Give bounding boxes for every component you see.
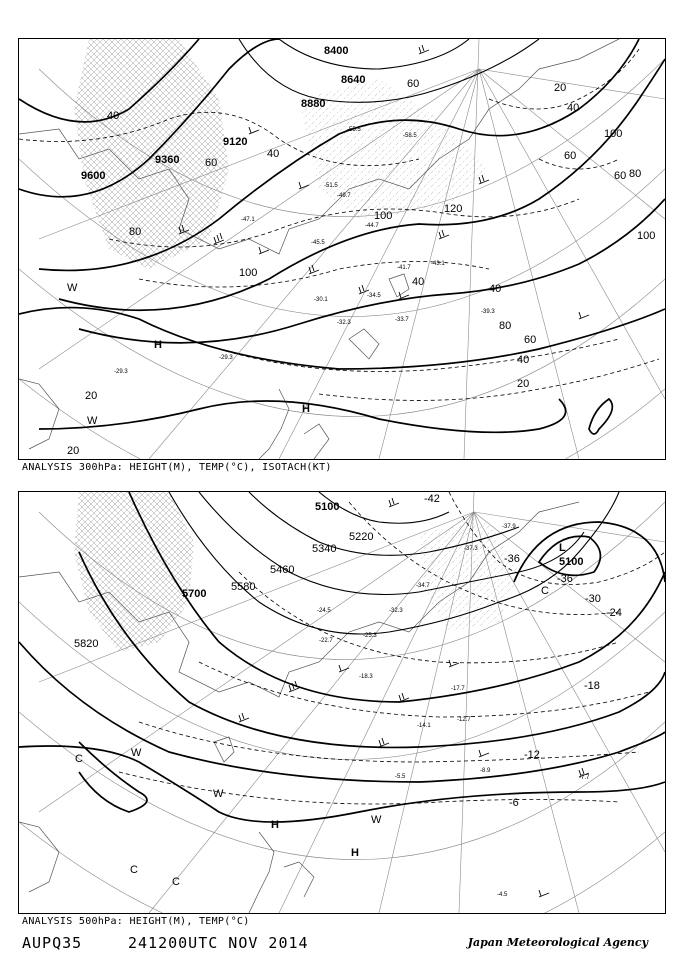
temp-reading: -17.7 xyxy=(451,686,465,692)
isotherm-label: -6 xyxy=(509,797,519,809)
isotach-label: 60 xyxy=(614,170,627,182)
isotach-label: 40 xyxy=(267,148,280,160)
height-label: 5820 xyxy=(74,638,99,650)
temp-reading: -43.1 xyxy=(431,261,445,267)
isotach-label: 120 xyxy=(444,203,463,215)
cold-center-marker: C xyxy=(130,864,138,876)
temp-reading: -29.3 xyxy=(114,369,128,375)
isotherm-label: -30 xyxy=(585,593,601,605)
temp-reading: -55.5 xyxy=(347,127,361,133)
chart-identifier: AUPQ35 xyxy=(22,934,83,952)
temp-reading: -14.1 xyxy=(417,723,431,729)
isotach-label: 20 xyxy=(85,390,98,402)
isotherm-label: -42 xyxy=(424,493,440,505)
warm-center-marker: W xyxy=(131,747,142,759)
isotach-label: 100 xyxy=(374,210,393,222)
isotach-label: 20 xyxy=(67,445,80,457)
valid-time: 241200UTC NOV 2014 xyxy=(128,934,309,952)
temp-reading: -7.7 xyxy=(579,775,590,781)
temp-reading: -47.1 xyxy=(241,217,255,223)
isotherm-label: -36 xyxy=(504,553,520,565)
isotach-label: 40 xyxy=(489,283,502,295)
temp-reading: -24.5 xyxy=(317,608,331,614)
temp-reading: -18.3 xyxy=(359,674,373,680)
temp-reading: -49.7 xyxy=(337,193,351,199)
warm-center-marker: W xyxy=(371,814,382,826)
isotach-label: 100 xyxy=(637,230,656,242)
isotach-label: 40 xyxy=(412,276,425,288)
isotherm-label: -12 xyxy=(524,749,540,761)
isotach-label: 80 xyxy=(629,168,642,180)
high-center-marker: H xyxy=(351,847,359,859)
height-label: 5580 xyxy=(231,581,256,593)
isotach-label: 80 xyxy=(129,226,142,238)
upper-map-300hpa xyxy=(18,38,666,460)
height-label: 8640 xyxy=(341,74,366,86)
upper-panel-caption: ANALYSIS 300hPa: HEIGHT(M), TEMP(°C), ISOTACH(KT) xyxy=(22,462,332,473)
height-label: 8880 xyxy=(301,98,326,110)
temp-reading: -29.3 xyxy=(219,355,233,361)
cold-center-marker: C xyxy=(541,585,549,597)
temp-reading: -30.1 xyxy=(314,297,328,303)
isotach-label: 40 xyxy=(107,110,120,122)
isotherm-label: -24 xyxy=(606,607,622,619)
isotach-label: 100 xyxy=(604,128,623,140)
height-label: 5460 xyxy=(270,564,295,576)
high-center-marker: H xyxy=(302,403,310,415)
high-center-marker: H xyxy=(271,819,279,831)
temp-reading: -22.7 xyxy=(319,638,333,644)
isotach-label: 20 xyxy=(554,82,567,94)
temp-reading: -34.7 xyxy=(416,583,430,589)
isotach-label: 60 xyxy=(524,334,537,346)
height-label: 9120 xyxy=(223,136,248,148)
high-center-marker: H xyxy=(154,339,162,351)
isotherm-label: -18 xyxy=(584,680,600,692)
warm-center-marker: W xyxy=(213,788,224,800)
isotach-label: 80 xyxy=(499,320,512,332)
temp-reading: -25.3 xyxy=(363,633,377,639)
height-label: 5340 xyxy=(312,543,337,555)
temp-reading: -37.3 xyxy=(464,546,478,552)
warm-center-marker: W xyxy=(87,415,98,427)
lower-wind-barbs xyxy=(239,498,589,897)
temp-reading: -32.3 xyxy=(337,320,351,326)
height-label: 5220 xyxy=(349,531,374,543)
isotach-label: 40 xyxy=(517,354,530,366)
isotach-label: 100 xyxy=(239,267,258,279)
temp-reading: -39.3 xyxy=(481,309,495,315)
cold-center-marker: C xyxy=(172,876,180,888)
temp-reading: -37.9 xyxy=(502,524,516,530)
agency-name: Japan Meteorological Agency xyxy=(467,936,648,949)
warm-center-marker: W xyxy=(67,282,78,294)
isotach-label: 40 xyxy=(567,102,580,114)
height-label: 5100 xyxy=(559,556,584,568)
lower-map-canvas xyxy=(19,492,665,913)
lower-map-500hpa xyxy=(18,491,666,914)
lower-panel-caption: ANALYSIS 500hPa: HEIGHT(M), TEMP(°C) xyxy=(22,916,250,927)
isotach-label: 60 xyxy=(407,78,420,90)
height-label: 5100 xyxy=(315,501,340,513)
temp-reading: -41.7 xyxy=(397,265,411,271)
height-label: 5700 xyxy=(182,588,207,600)
low-center-marker: L xyxy=(559,542,566,554)
temp-reading: -44.7 xyxy=(365,223,379,229)
height-label: 9600 xyxy=(81,170,106,182)
temp-reading: -12.7 xyxy=(457,717,471,723)
isotach-label: 60 xyxy=(564,150,577,162)
temp-reading: -4.5 xyxy=(497,892,508,898)
cold-center-marker: C xyxy=(75,753,83,765)
height-label: 8400 xyxy=(324,45,349,57)
temp-reading: -51.5 xyxy=(324,183,338,189)
temp-reading: -5.5 xyxy=(395,774,406,780)
temp-reading: -8.9 xyxy=(480,768,491,774)
isotach-label: 60 xyxy=(205,157,218,169)
isotach-label: 20 xyxy=(517,378,530,390)
isotherm-label: -36 xyxy=(557,573,573,585)
temp-reading: -33.7 xyxy=(395,317,409,323)
upper-map-canvas xyxy=(19,39,665,459)
temp-reading: -45.5 xyxy=(311,240,325,246)
temp-reading: -34.5 xyxy=(367,293,381,299)
temp-reading: -32.3 xyxy=(389,608,403,614)
height-label: 9360 xyxy=(155,154,180,166)
temp-reading: -58.5 xyxy=(403,133,417,139)
